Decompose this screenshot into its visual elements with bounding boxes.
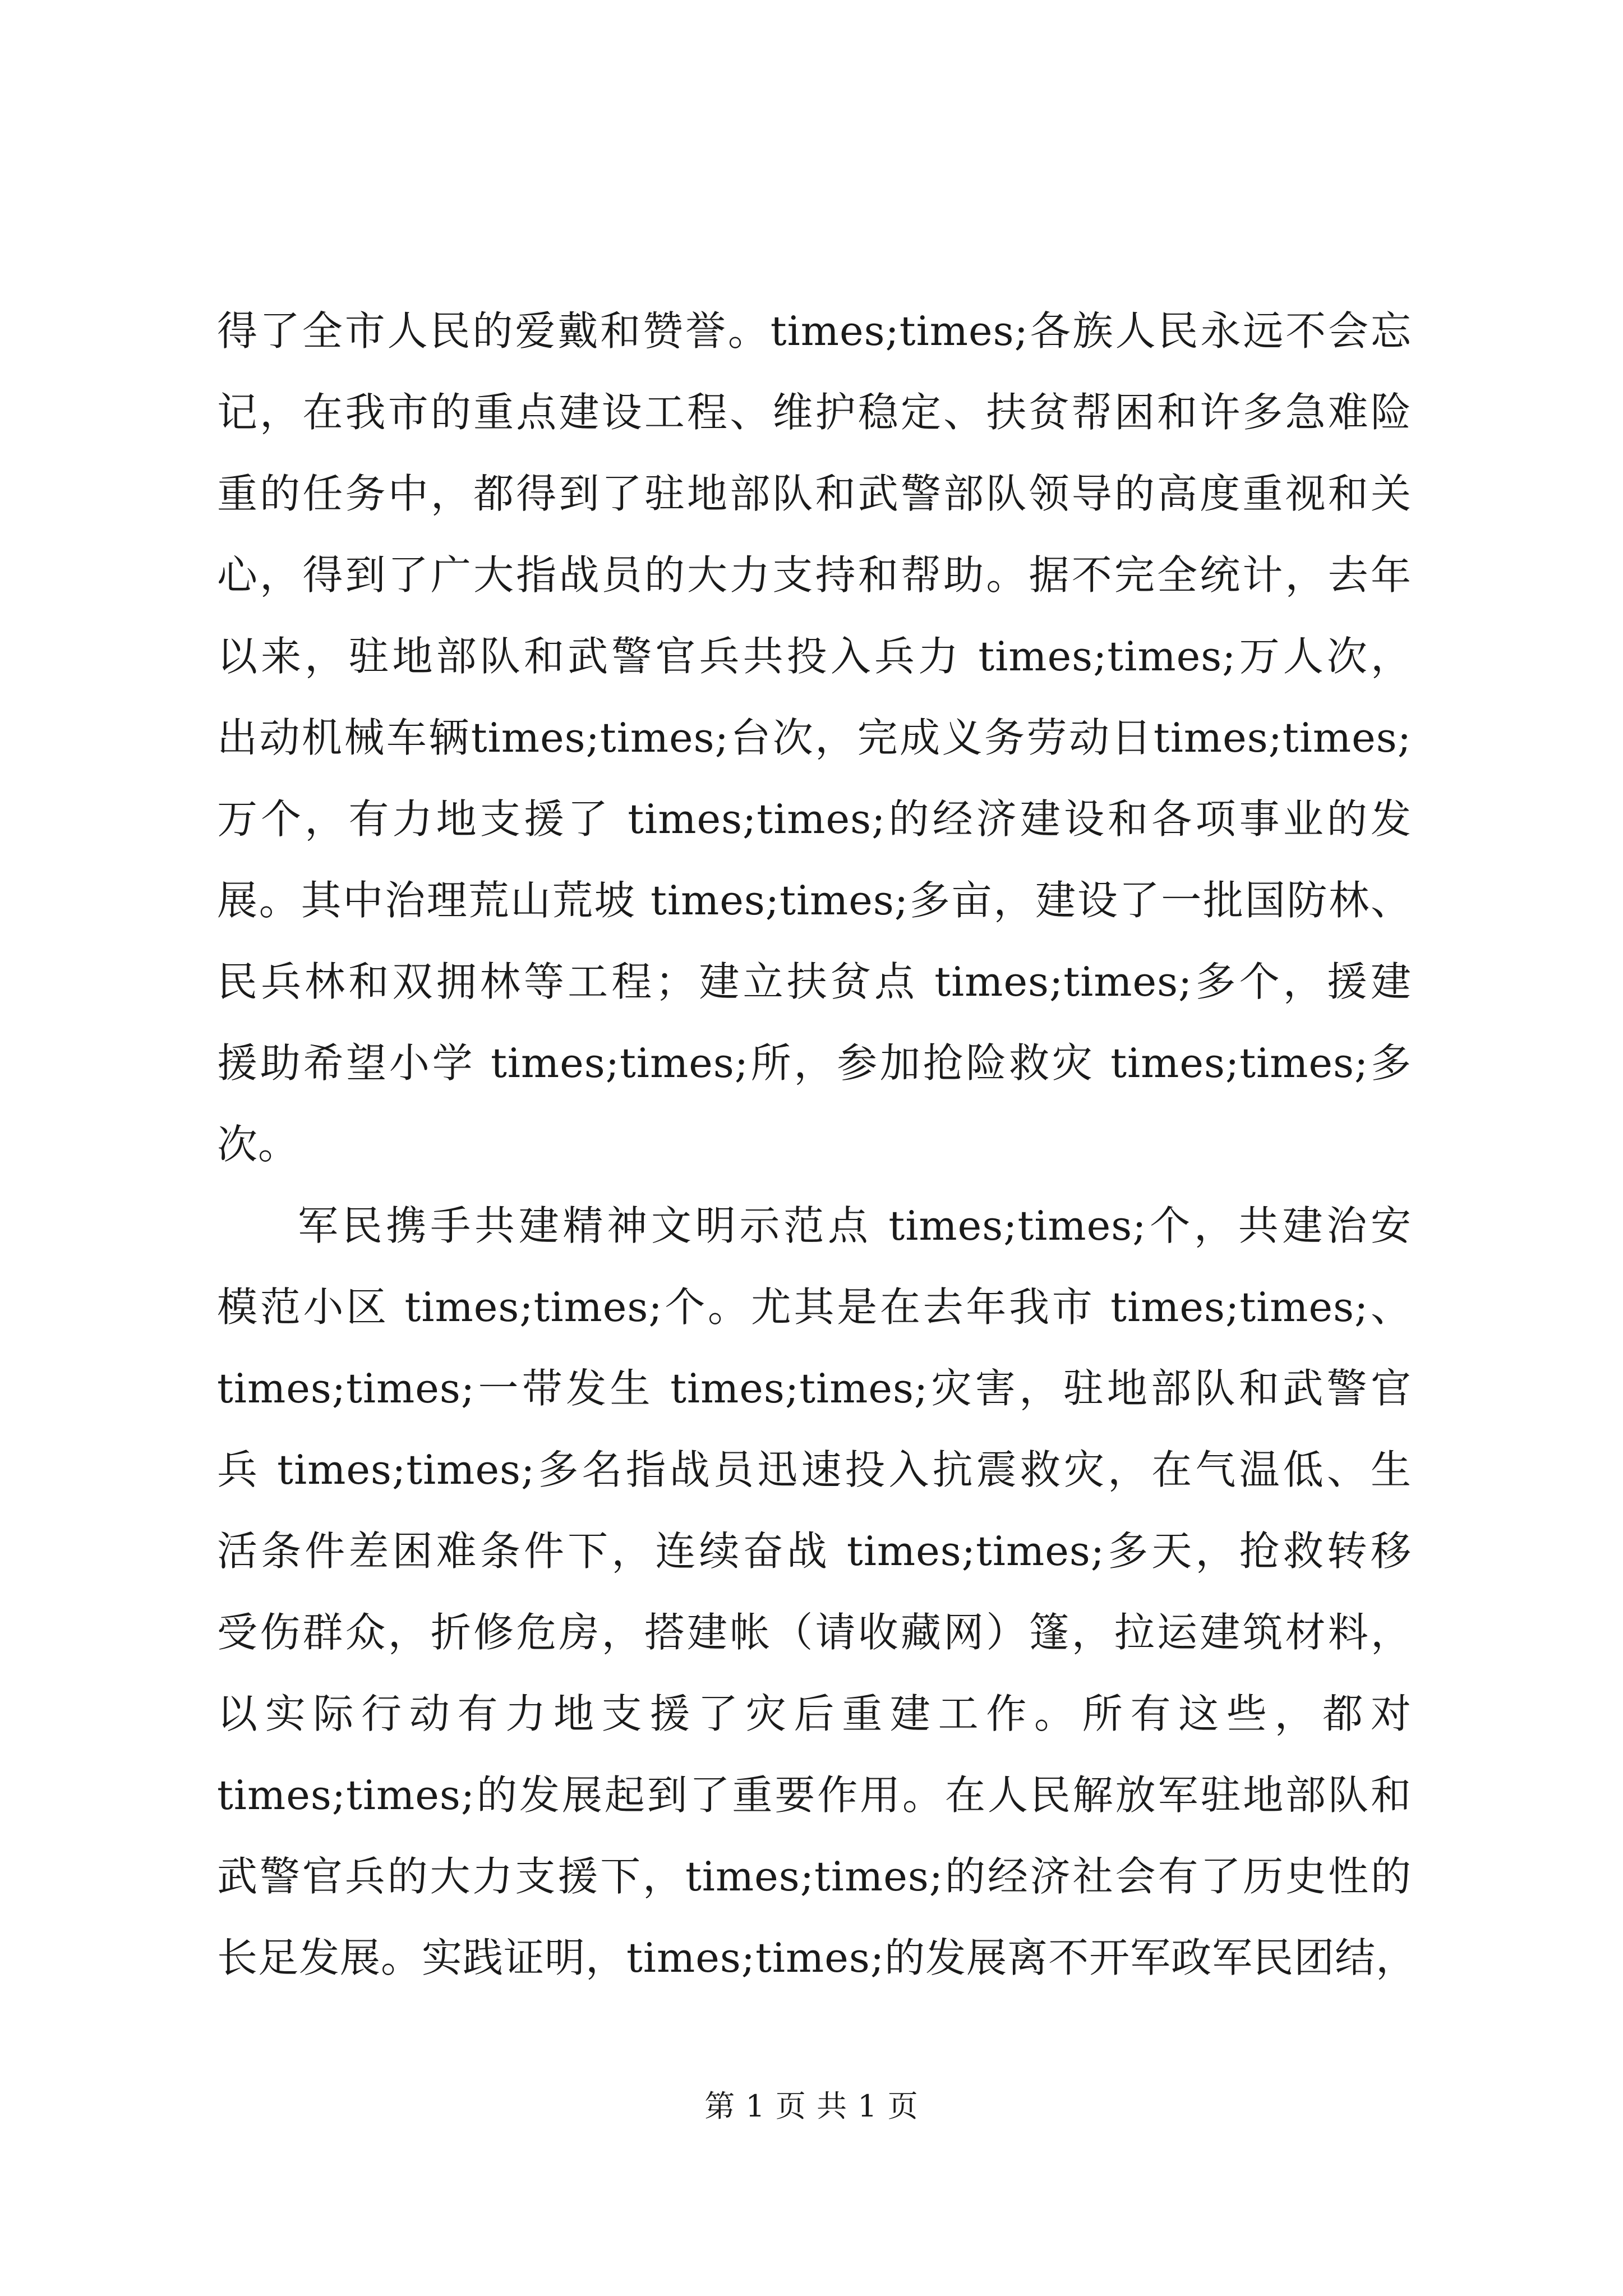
text-line: 武警官兵的大力支援下，times;times;的经济社会有了历史性的 <box>217 1853 1412 1900</box>
text-line: 记，在我市的重点建设工程、维护稳定、扶贫帮困和许多急难险 <box>217 389 1412 436</box>
text-line: 展。其中治理荒山荒坡 times;times;多亩，建设了一批国防林、 <box>217 877 1412 924</box>
text-line: 长足发展。实践证明，times;times;的发展离不开军政军民团结， <box>217 1934 1417 1981</box>
text-line: 民兵林和双拥林等工程；建立扶贫点 times;times;多个，援建 <box>217 958 1412 1005</box>
text-line: 次。 <box>217 1121 299 1168</box>
text-line: 受伤群众，折修危房，搭建帐（请收藏网）篷，拉运建筑材料， <box>217 1609 1412 1656</box>
text-line: 出动机械车辆times;times;台次，完成义务劳动日times;times; <box>217 714 1412 761</box>
text-line: 得了全市人民的爱戴和赞誉。times;times;各族人民永远不会忘 <box>217 307 1412 355</box>
paragraph-first-line: 军民携手共建精神文明示范点 times;times;个，共建治安 <box>298 1202 1412 1249</box>
text-line: 兵 times;times;多名指战员迅速投入抗震救灾，在气温低、生 <box>217 1446 1412 1493</box>
text-line: 心，得到了广大指战员的大力支持和帮助。据不完全统计，去年 <box>217 551 1412 599</box>
text-line: 重的任务中，都得到了驻地部队和武警部队领导的高度重视和关 <box>217 470 1412 517</box>
text-line: 以来，驻地部队和武警官兵共投入兵力 times;times;万人次， <box>217 633 1412 680</box>
page-footer: 第 1 页 共 1 页 <box>704 2088 919 2124</box>
text-line: 援助希望小学 times;times;所，参加抢险救灾 times;times;多 <box>217 1039 1412 1087</box>
text-line: 模范小区 times;times;个。尤其是在去年我市 times;times;、 <box>217 1283 1412 1331</box>
text-line: times;times;一带发生 times;times;灾害，驻地部队和武警官 <box>217 1365 1412 1412</box>
text-line: 活条件差困难条件下，连续奋战 times;times;多天，抢救转移 <box>217 1527 1412 1575</box>
text-line: times;times;的发展起到了重要作用。在人民解放军驻地部队和 <box>217 1772 1412 1819</box>
text-line: 万个，有力地支援了 times;times;的经济建设和各项事业的发 <box>217 795 1412 843</box>
text-line: 以实际行动有力地支援了灾后重建工作。所有这些，都对 <box>217 1690 1412 1737</box>
